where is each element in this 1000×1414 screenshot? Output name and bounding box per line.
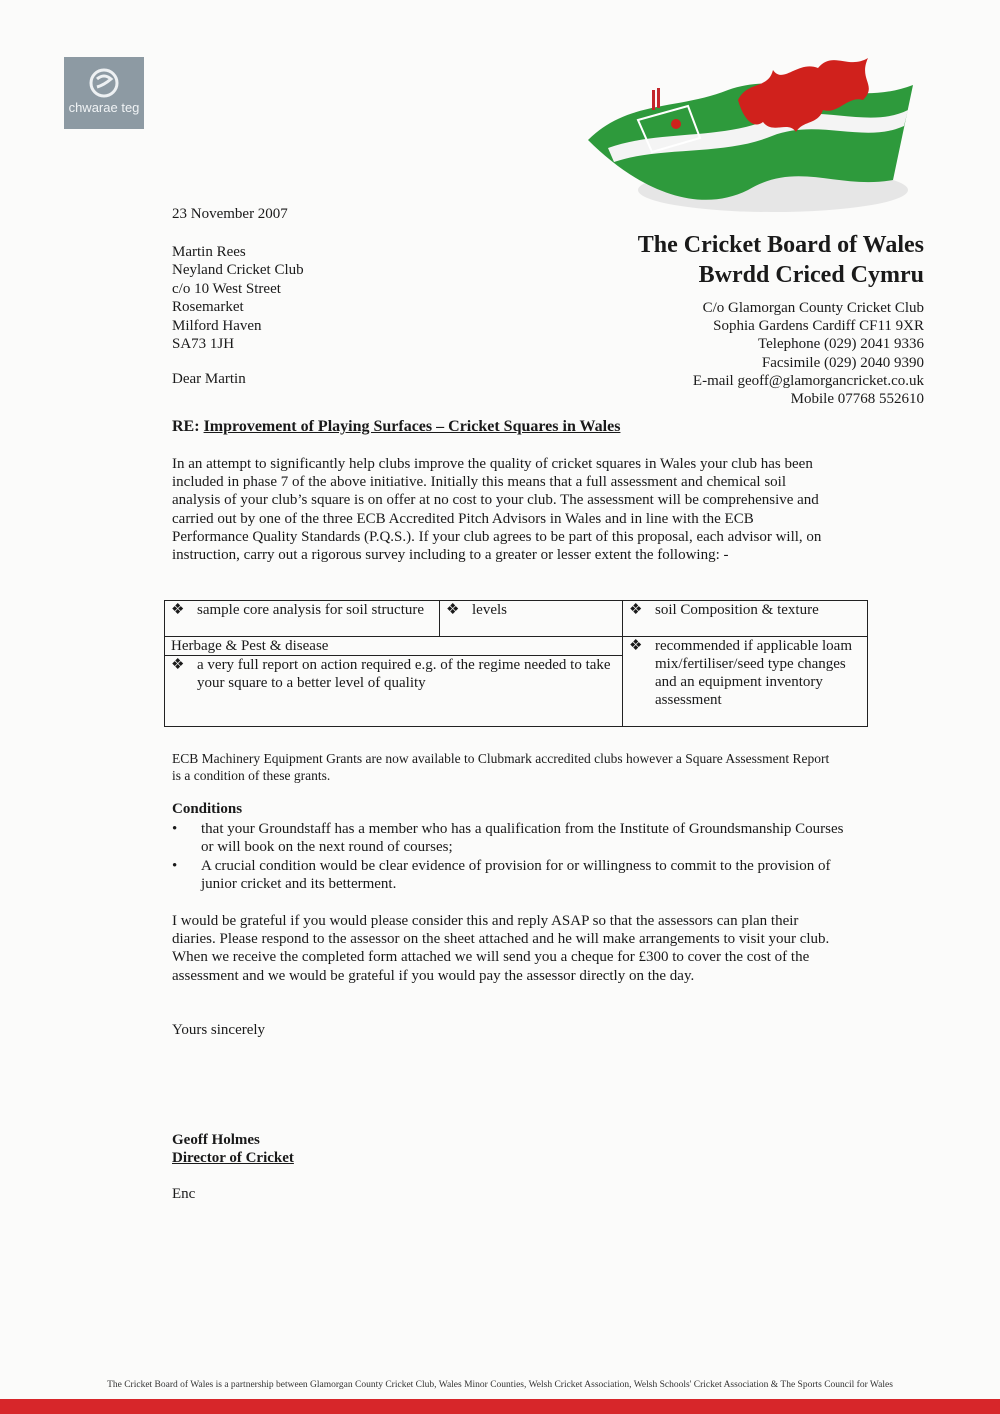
recipient-line: SA73 1JH (172, 336, 235, 353)
table-item: sample core analysis for soil structure (197, 602, 425, 618)
list-item (172, 820, 852, 857)
footer-red-bar (0, 1399, 1000, 1414)
signatory-title: Director of Cricket (172, 1150, 294, 1167)
bullet-icon: • (172, 857, 178, 874)
intro-paragraph: In an attempt to significantly help clubs improve the quality of cricket squares in Wales your club has been included in phase 7 of the above initiative. Initially this means that a full assessment and chemical soil analysis of your club’s square is on offer at no cost to your club. The assessment will be comprehensive and carried out by one of the three ECB Accredited Pitch Advisors in Wales and in line with the ECB Performance Quality Standards (P.Q.S.). If your club agrees to be part of this proposal, each advisor will, on instruction, carry out a rigorous survey including to a greater or lesser extent the following: - (172, 456, 822, 564)
recipient-line: c/o 10 West Street (172, 280, 281, 297)
sign-off: Yours sincerely (172, 1022, 266, 1038)
table-cell (440, 601, 623, 637)
enclosure-note: Enc (172, 1186, 196, 1202)
diamond-bullet-icon: ❖ (629, 638, 643, 654)
table-item: levels (472, 602, 507, 618)
footer-text: The Cricket Board of Wales is a partnership between Glamorgan County Cricket Club, Wales Minor Counties, Welsh Cricket Association, Welsh Schools' Cricket Association & The Sports Council for Wales (107, 1380, 893, 1390)
contact-line: Sophia Gardens Cardiff CF11 9XR (713, 318, 924, 335)
contact-line: Telephone (029) 2041 9336 (758, 336, 924, 353)
table-item: soil Composition & texture (655, 602, 819, 618)
conditions-list (172, 820, 852, 894)
recipient-line: Milford Haven (172, 317, 262, 334)
swirl-icon (64, 57, 144, 129)
welsh-cricket-flag-graphic (568, 40, 928, 220)
table-cell (623, 601, 868, 637)
conditions-heading: Conditions (172, 801, 243, 817)
contact-line: C/o Glamorgan County Cricket Club (702, 300, 924, 316)
recipient-address (172, 243, 304, 353)
table-item: a very full report on action required e.g. of the regime needed to take your square to a better level of quality (197, 657, 611, 691)
condition-text: A crucial condition would be clear evidence of provision for or willingness to commit to the provision of junior cricket and its betterment. (201, 857, 831, 893)
bullet-icon: • (172, 821, 178, 837)
closing-paragraph: I would be grateful if you would please consider this and reply ASAP so that the assessors can plan their diaries. Please respond to the assessor on the sheet attached and he will make arrangements to visit your club. When we receive the completed form attached we will send you a cheque for £300 to cover the cost of the assessment and we would be grateful if you would pay the assessor directly on the day. (172, 913, 830, 984)
letter-date: 23 November 2007 (172, 206, 288, 222)
diamond-bullet-icon: ❖ (171, 657, 185, 673)
organisation-name (638, 230, 924, 290)
list-item (172, 857, 852, 894)
subject-prefix: RE: (172, 418, 200, 435)
recipient-line: Rosemarket (172, 299, 244, 316)
table-cell (623, 637, 868, 727)
salutation: Dear Martin (172, 371, 246, 387)
subject-line (172, 418, 620, 436)
organisation-contact (693, 299, 924, 408)
table-item: recommended if applicable loam mix/fertiliser/seed type changes and an equipment inventory assessment (655, 638, 852, 708)
contact-line: Mobile 07768 552610 (790, 391, 924, 408)
survey-items-table (164, 600, 868, 727)
contact-line: Facsimile (029) 2040 9390 (761, 354, 924, 371)
signatory-name: Geoff Holmes (172, 1132, 260, 1148)
subject-text: Improvement of Playing Surfaces – Cricket Squares in Wales (203, 418, 621, 435)
grants-paragraph: ECB Machinery Equipment Grants are now available to Clubmark accredited clubs however a Square Assessment Report is a condition of these grants. (172, 751, 830, 783)
diamond-bullet-icon: ❖ (171, 602, 185, 618)
table-cell (165, 601, 440, 637)
chwarae-teg-logo (64, 57, 144, 129)
organisation-name-english: The Cricket Board of Wales (637, 232, 924, 258)
signatory (172, 1131, 294, 1168)
table-item: Herbage & Pest & disease (165, 637, 622, 656)
recipient-line: Martin Rees (172, 244, 246, 260)
contact-line: E-mail geoff@glamorgancricket.co.uk (692, 372, 924, 389)
diamond-bullet-icon: ❖ (446, 602, 460, 618)
diamond-bullet-icon: ❖ (629, 602, 643, 618)
logo-text: chwarae teg (68, 100, 140, 115)
condition-text: that your Groundstaff has a member who has a qualification from the Institute of Groundsmanship Courses or will book on the next round of courses; (201, 821, 844, 856)
organisation-name-welsh: Bwrdd Criced Cymru (698, 262, 924, 288)
table-cell (165, 637, 623, 727)
recipient-line: Neyland Cricket Club (172, 262, 304, 279)
